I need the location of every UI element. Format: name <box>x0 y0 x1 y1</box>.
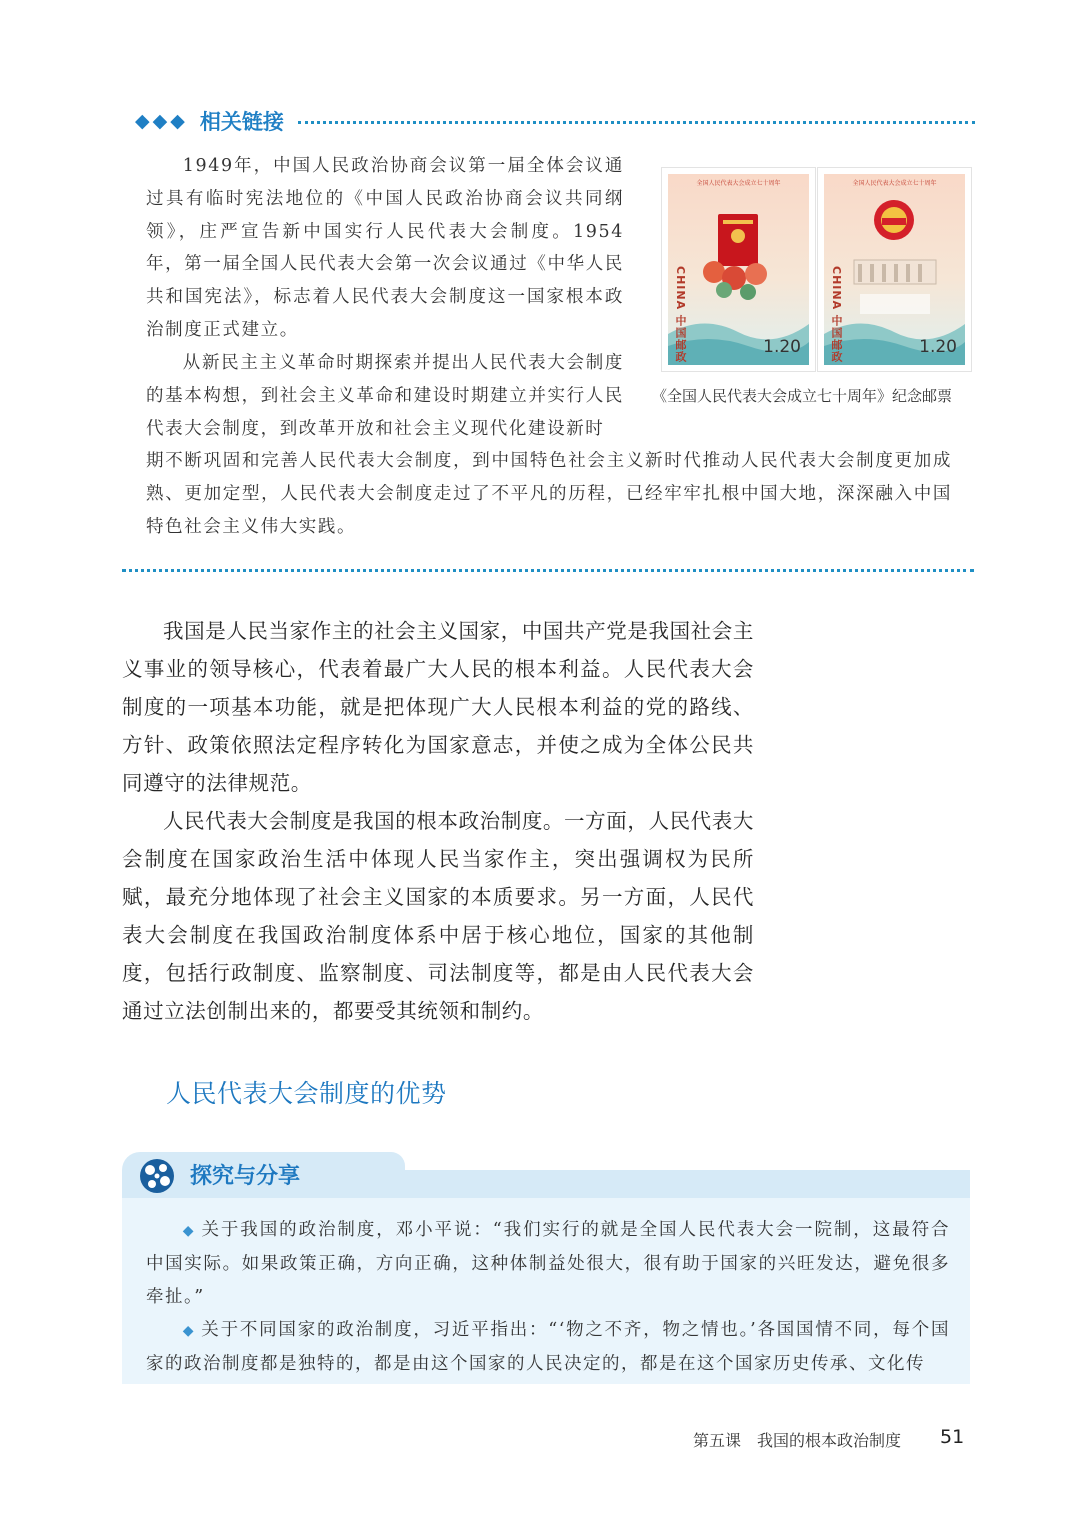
stamp-right: 全国人民代表大会成立七十周年 CHINA 中国邮政 1.20 <box>818 168 971 371</box>
related-link-paragraph-3: 期不断巩固和完善人民代表大会制度，到中国特色社会主义新时代推动人民代表大会制度更加成熟、更加定型，人民代表大会制度走过了不平凡的历程，已经牢牢扎根中国大地，深深融入中国特色社会主义伟大实践。 <box>146 451 952 537</box>
dotted-divider <box>298 121 975 124</box>
diamond-bullet-icon: ◆ <box>182 1223 196 1239</box>
main-body <box>122 612 754 1030</box>
dotted-divider-bottom <box>122 569 974 572</box>
footer-lesson-title: 第五课 我国的根本政治制度 <box>693 1431 902 1450</box>
explore-item-1: ◆ 关于我国的政治制度，邓小平说：“我们实行的就是全国人民代表大会一院制，这最符合中国实际。如果政策正确，方向正确，这种体制益处很大，很有助于国家的兴旺发达，避免很多牵扯。” <box>146 1220 950 1307</box>
section-heading: 人民代表大会制度的优势 <box>166 1079 447 1108</box>
stamp-caption: 《全国人民代表大会成立七十周年》纪念邮票 <box>652 387 953 405</box>
explore-title: 探究与分享 <box>190 1164 301 1189</box>
explore-content <box>146 1214 950 1381</box>
stamp-left: 全国人民代表大会成立七十周年 CHINA 中国邮政 1.20 <box>662 168 815 371</box>
related-link-paragraph-1: 1949年，中国人民政治协商会议第一届全体会议通过具有临时宪法地位的《中国人民政治协商会议共同纲领》，庄严宣告新中国实行人民代表大会制度。1954年，第一届全国人民代表大会第一次会议通过《中华人民共和国宪法》，标志着人民代表大会制度这一国家根本政治制度正式建立。 <box>146 156 624 340</box>
page-number: 51 <box>940 1426 965 1448</box>
body-paragraph-1: 我国是人民当家作主的社会主义国家，中国共产党是我国社会主义事业的领导核心，代表着最广大人民的根本利益。人民代表大会制度的一项基本功能，就是把体现广大人民根本利益的党的路线、方针、政策依照法定程序转化为国家意志，并使之成为全体公民共同遵守的法律规范。 <box>122 619 754 795</box>
explore-item-2: ◆ 关于不同国家的政治制度，习近平指出：“‘物之不齐，物之情也。’各国国情不同，每个国家的政治制度都是独特的，都是由这个国家的人民决定的，都是在这个国家历史传承、文化传 <box>146 1320 950 1374</box>
related-link-title: 相关链接 <box>199 110 284 134</box>
related-link-paragraph-2: 从新民主主义革命时期探索并提出人民代表大会制度的基本构想，到社会主义革命和建设时期建立并实行人民代表大会制度，到改革开放和社会主义现代化建设新时 <box>146 353 624 439</box>
related-link-header <box>135 104 975 138</box>
body-paragraph-2: 人民代表大会制度是我国的根本政治制度。一方面，人民代表大会制度在国家政治生活中体现人民当家作主，突出强调权为民所赋，最充分地体现了社会主义国家的本质要求。另一方面，人民代表大会制度在我国政治制度体系中居于核心地位，国家的其他制度，包括行政制度、监察制度、司法制度等，都是由人民代表大会通过立法创制出来的，都要受其统领和制约。 <box>122 809 754 1023</box>
diamond-bullets-icon: ◆◆◆ <box>135 110 188 132</box>
diamond-bullet-icon: ◆ <box>182 1323 196 1339</box>
explore-share-icon <box>138 1157 176 1195</box>
